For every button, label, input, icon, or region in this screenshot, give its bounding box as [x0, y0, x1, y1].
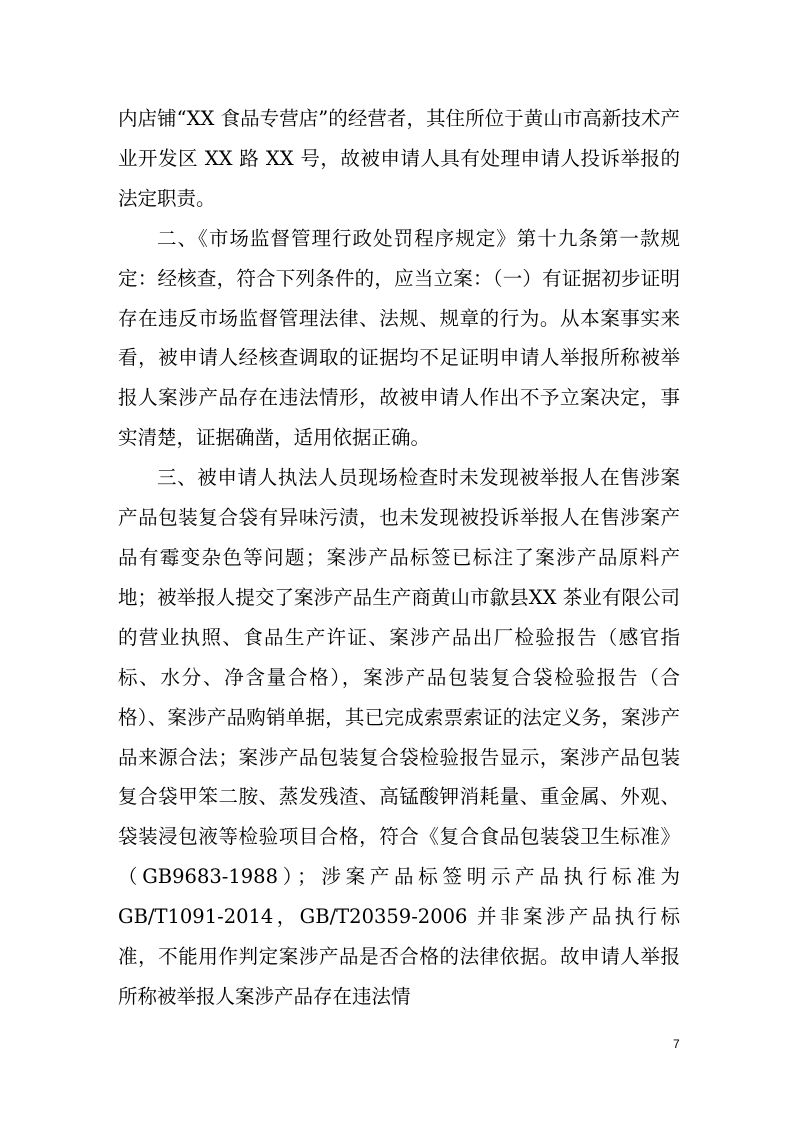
paragraph-continuation: 内店铺“XX 食品专营店”的经营者，其住所位于黄山市高新技术产业开发区 XX 路 XX 号，故被申请人具有处理申请人投诉举报的法定职责。 — [118, 107, 680, 210]
page-number: 7 — [673, 1037, 680, 1051]
paragraph-section-two: 二、《市场监督管理行政处罚程序规定》第十九条第一款规定：经核查，符合下列条件的，应当立案：（一）有证据初步证明存在违反市场监督管理法律、法规、规章的行为。从本案事实来看，被申请人经核查调取的证据均不足证明申请人举报所称被举报人案涉产品存在违法情形，故被申请人作出不予立案决定，事实清楚，证据确凿，适用依据正确。 — [118, 226, 680, 450]
paragraph-section-three: 三、被申请人执法人员现场检查时未发现被举报人在售涉案产品包装复合袋有异味污渍，也未发现被投诉举报人在售涉案产品有霉变杂色等问题；案涉产品标签已标注了案涉产品原料产地；被举报人提交了案涉产品生产商黄山市歙县XX 茶业有限公司的营业执照、食品生产许证、案涉产品出厂检验报告（感官指标、水分、净含量合格），案涉产品包装复合袋检验报告（合格）、案涉产品购销单据，其已完成索票索证的法定义务，案涉产品来源合法；案涉产品包装复合袋检验报告显示，案涉产品包装复合袋甲笨二胺、蒸发残渣、高锰酸钾消耗量、重金属、外观、袋装浸包液等检验项目合格，符合《复合食品包装袋卫生标准》（GB9683-1988）；涉案产品标签明示产品执行标准为 GB/T1091-2014，GB/T20359-2006 并非案涉产品执行标准，不能用作判定案涉产品是否合格的法律依据。故申请人举报所称被举报人案涉产品存在违法情 — [118, 466, 680, 1008]
document-body — [118, 99, 680, 1017]
